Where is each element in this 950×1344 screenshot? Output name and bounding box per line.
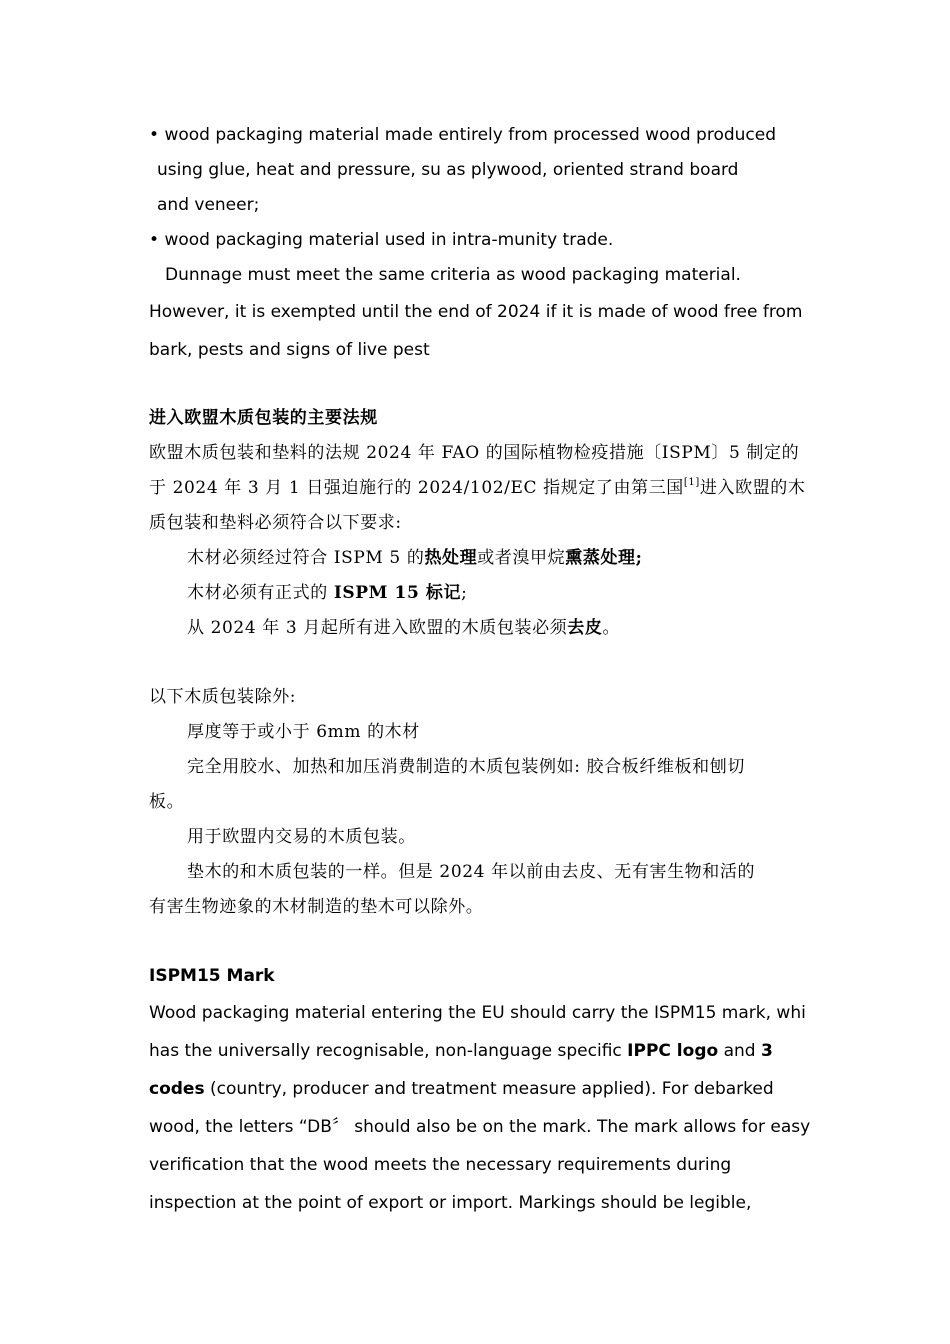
paragraph-line: inspection at the point of export or import. Markings should be legible, [149,1193,752,1213]
paragraph-line: However, it is exempted until the end of 2024 if it is made of wood free from [149,302,803,322]
exemption-title: 以下木质包装除外: [149,687,297,707]
exemption-item: 垫木的和木质包装的一样。但是 2024 年以前由去皮、无有害生物和活的 [187,862,756,882]
requirement-item: 木材必须经过符合 ISPM 5 的热处理或者溴甲烷熏蒸处理; [187,548,643,568]
bullet-continuation: using glue, heat and pressure, su as plywood, oriented strand board [157,160,739,180]
bullet-mark: • [149,125,160,145]
footnote-ref[interactable]: [1] [683,477,700,489]
paragraph-line: bark, pests and signs of live pest [149,340,430,360]
spacer [149,925,809,959]
paragraph-line: 欧盟木质包装和垫料的法规 2024 年 FAO 的国际植物检疫措施〔ISPM〕5 制定的 [149,443,800,463]
paragraph-line: Wood packaging material entering the EU should carry the ISPM15 mark, whi [149,1003,806,1023]
bullet-mark: • [149,230,160,250]
exemption-item: 用于欧盟内交易的木质包装。 [187,827,416,847]
paragraph-line: codes (country, producer and treatment measure applied). For debarked [149,1079,774,1099]
bullet-text: wood packaging material made entirely from processed wood produced [164,125,777,145]
exemption-item: 厚度等于或小于 6mm 的木材 [187,722,420,742]
document-body [149,118,809,1222]
paragraph-line: Dunnage must meet the same criteria as wood packaging material. [165,265,741,285]
paragraph-line: 于 2024 年 3 月 1 日强迫施行的 2024/102/EC 指规定了由第三国[1]进入欧盟的木 [149,477,806,498]
paragraph-line: has the universally recognisable, non-language specific IPPC logo and 3 [149,1041,773,1061]
paragraph-line: 质包装和垫料必须符合以下要求: [149,513,402,533]
section-heading: ISPM15 Mark [149,966,275,986]
section-heading: 进入欧盟木质包装的主要法规 [149,408,378,428]
exemption-item-continuation: 有害生物迹象的木材制造的垫木可以除外。 [149,897,484,917]
spacer [149,369,809,401]
bullet-item [149,223,809,258]
bullet-continuation: and veneer; [157,195,260,215]
paragraph-line: verification that the wood meets the necessary requirements during [149,1155,732,1175]
requirement-item: 木材必须有正式的 ISPM 15 标记; [187,583,468,603]
bullet-text: wood packaging material used in intra-munity trade. [164,230,614,250]
spacer [149,646,809,680]
bullet-item [149,118,809,153]
paragraph-line: wood, the letters “DB〞 should also be on the mark. The mark allows for easy [149,1117,811,1137]
requirement-item: 从 2024 年 3 月起所有进入欧盟的木质包装必须去皮。 [187,618,621,638]
exemption-item: 完全用胶水、加热和加压消费制造的木质包装例如: 胶合板纤维板和刨切 [187,757,745,777]
exemption-item-continuation: 板。 [149,792,185,812]
